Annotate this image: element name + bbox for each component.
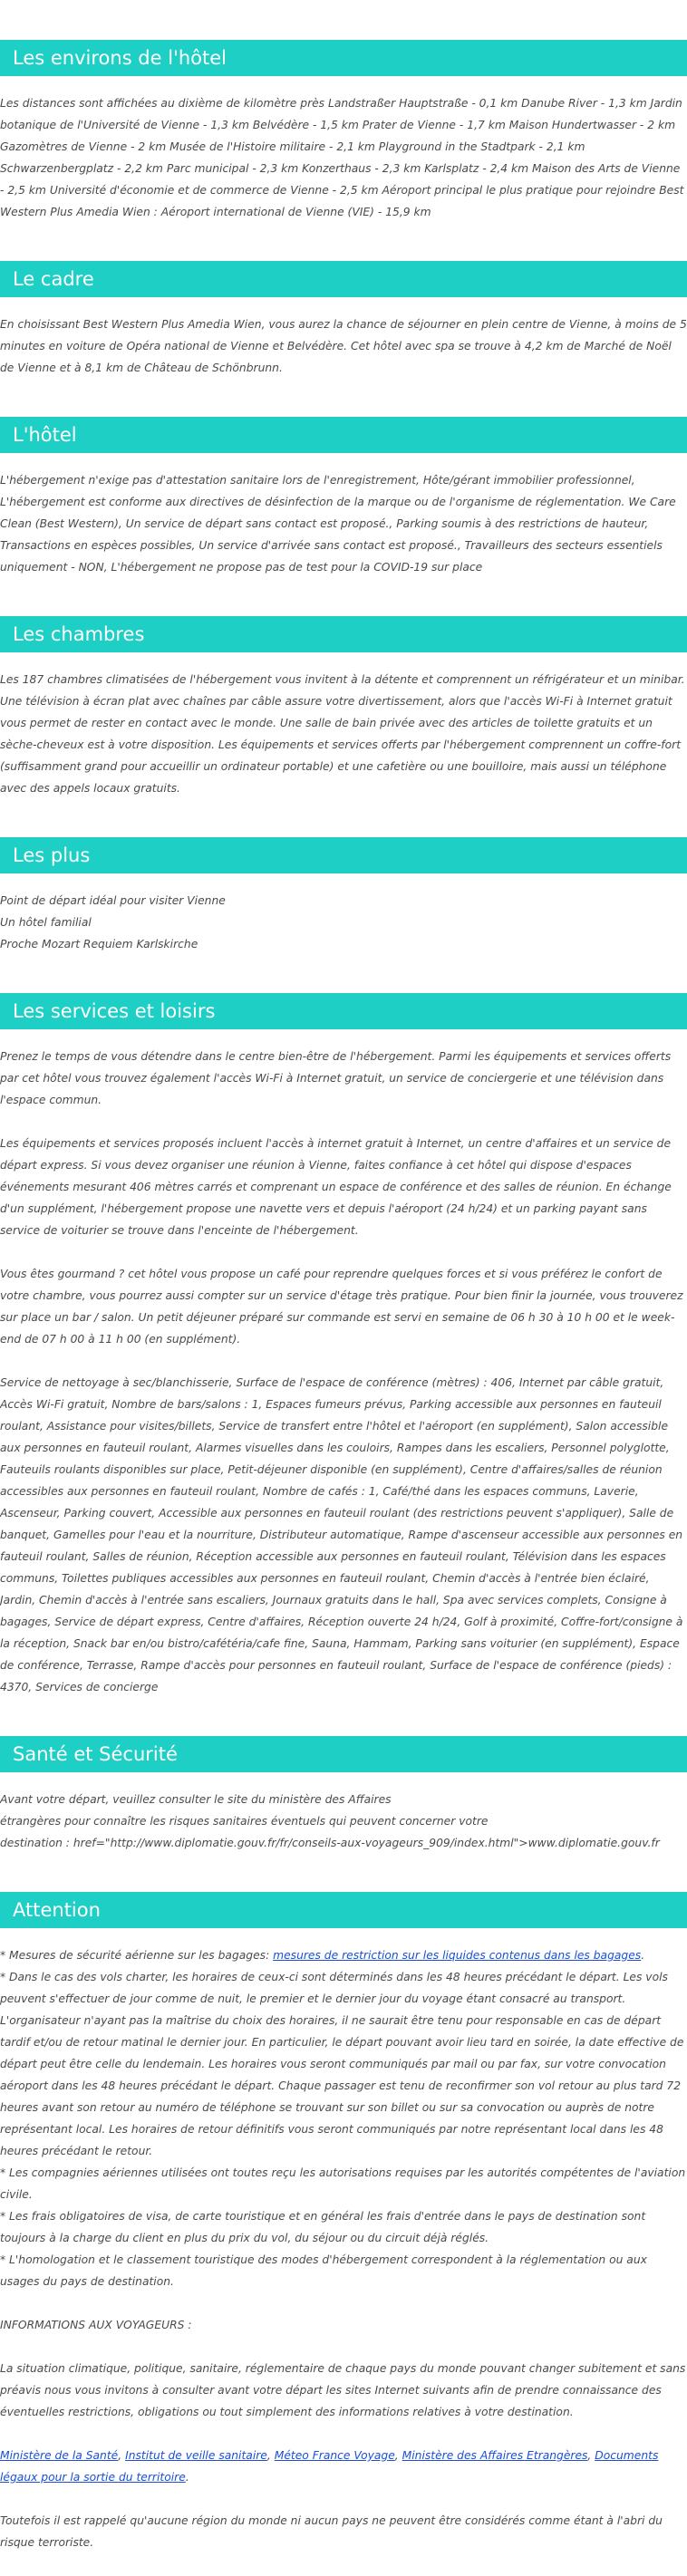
section-title-attention: Attention — [13, 1899, 101, 1921]
link-meteo-france-voyage[interactable]: Méteo France Voyage — [274, 2449, 395, 2462]
travelers-info-text: La situation climatique, politique, sanitaire, réglementaire de chaque pays du monde pouvant changer subitement et sans préavis nous vous invitons à consulter avant votre départ les sites Internet suivants afin de prendre connaissance des éventuelles restrictions, obligations ou tout simplement des informations relatives à votre destination. — [0, 2362, 686, 2418]
section-title-cadre: Le cadre — [13, 268, 94, 290]
chambres-text — [0, 669, 687, 799]
section-chambres — [0, 616, 687, 799]
sante-line: Avant votre départ, veuillez consulter le site du ministère des Affaires — [0, 1793, 392, 1806]
link-institut-veille-sanitaire[interactable]: Institut de veille sanitaire — [125, 2449, 267, 2462]
useful-links: Ministère de la Santé, Institut de veille sanitaire, Méteo France Voyage, Ministère des Affaires Etrangères, Documents légaux pour la sortie du territoire. — [0, 2449, 659, 2484]
section-header-environs — [0, 40, 687, 76]
plus-list — [0, 890, 687, 955]
chambres-paragraph: Les 187 chambres climatisées de l'hébergement vous invitent à la détente et comprennent un réfrigérateur et un minibar. Une télévision à écran plat avec chaînes par câble assure votre divertissement, alors que l'accès Wi-Fi à Internet gratuit vous permet de rester en contact avec le monde. Une salle de bain privée avec des articles de toilette gratuits et un sèche-cheveux est à votre disposition. Les équipements et services offerts par l'hébergement comprennent un coffre-fort (suffisamment grand pour accueillir un ordinateur portable) et une cafetière ou une bouilloire, mais aussi un téléphone avec des appels locaux gratuits. — [0, 673, 685, 795]
sante-line: étrangères pour connaître les risques sanitaires éventuels qui peuvent concerner votre — [0, 1815, 489, 1828]
section-sante — [0, 1736, 687, 1854]
services-paragraph: Les équipements et services proposés incluent l'accès à internet gratuit à Internet, un centre d'affaires et un service de départ express. Si vous devez organiser une réunion à Vienne, faites confiance à cet hôtel qui dispose d'espaces événements mesurant 406 mètres carrés et comprenant un espace de conférence et des salles de réunion. En échange d'un supplément, l'hébergement propose une navette vers et depuis l'aéroport (24 h/24) et un parking payant sans service de voiturier se trouve dans l'enceinte de l'hébergement. — [0, 1137, 672, 1237]
plus-item: Point de départ idéal pour visiter Vienne — [0, 894, 226, 907]
travelers-info-heading: INFORMATIONS AUX VOYAGEURS : — [0, 2319, 192, 2331]
services-text — [0, 1046, 687, 1698]
baggage-security-note: * Mesures de sécurité aérienne sur les bagages: mesures de restriction sur les liquides contenus dans les bagages. — [0, 1949, 645, 1962]
section-title-sante: Santé et Sécurité — [13, 1743, 178, 1765]
section-title-chambres: Les chambres — [13, 623, 145, 645]
environs-text — [0, 92, 687, 223]
fees-note: * Les frais obligatoires de visa, de carte touristique et en général les frais d'entrée dans le pays de destination sont toujours à la charge du client en plus du prix du vol, du séjour ou du circuit déjà réglés. — [0, 2210, 646, 2244]
attention-text — [0, 1944, 687, 2553]
section-title-environs: Les environs de l'hôtel — [13, 47, 227, 69]
plus-item: Proche Mozart Requiem Karlskirche — [0, 938, 198, 950]
section-cadre — [0, 261, 687, 379]
plus-item: Un hôtel familial — [0, 916, 92, 929]
cadre-paragraph: En choisissant Best Western Plus Amedia Wien, vous aurez la chance de séjourner en plein centre de Vienne, à moins de 5 minutes en voiture de Opéra national de Vienne et Belvédère. Cet hôtel avec spa se trouve à 4,2 km de Marché de Noël de Vienne et à 8,1 km de Château de Schönbrunn. — [0, 318, 687, 374]
hotel-text — [0, 469, 687, 578]
section-header-sante — [0, 1736, 687, 1772]
link-ministere-sante[interactable]: Ministère de la Santé — [0, 2449, 119, 2462]
section-header-cadre — [0, 261, 687, 297]
section-header-hotel — [0, 417, 687, 453]
section-header-chambres — [0, 616, 687, 652]
section-attention — [0, 1892, 687, 2553]
services-amenities-list: Service de nettoyage à sec/blanchisserie, Surface de l'espace de conférence (mètres) : 406, Internet par câble gratuit, Accès Wi-Fi gratuit, Nombre de bars/salons : 1, Espaces fumeurs prévus, Parking accessible aux personnes en fauteuil roulant, Assistance pour visites/billets, Service de transfert entre l'hôtel et l'aéroport (en supplément), Salon accessible aux personnes en fauteuil roulant, Alarmes visuelles dans les couloirs, Rampes dans les escaliers, Personnel polyglotte, Fauteuils roulants disponibles sur place, Petit-déjeuner disponible (en supplément), Centre d'affaires/salles de réunion accessibles aux personnes en fauteuil roulant, Nombre de cafés : 1, Café/thé dans les espaces communs, Laverie, Ascenseur, Parking couvert, Accessible aux personnes en fauteuil roulant (des restrictions peuvent s'appliquer), Salle de banquet, Gamelles pour l'eau et la nourriture, Distributeur automatique, Rampe d'ascenseur accessible aux personnes en fauteuil roulant, Salles de réunion, Réception accessible aux personnes en fauteuil roulant, Télévision dans les espaces communs, Toilettes publiques accessibles aux personnes en fauteuil roulant, Chemin d'accès à l'entrée bien éclairé, Jardin, Chemin d'accès à l'entrée sans escaliers, Journaux gratuits dans le hall, Spa avec services complets, Consigne à bagages, Service de départ express, Centre d'affaires, Réception ouverte 24 h/24, Golf à proximité, Coffre-fort/consigne à la réception, Snack bar en/ou bistro/cafétéria/cafe fine, Sauna, Hammam, Parking sans voiturier (en supplément), Espace de conférence, Terrasse, Rampe d'accès pour personnes en fauteuil roulant, Surface de l'espace de conférence (pieds) : 4370, Services de concierge — [0, 1376, 683, 1693]
section-hotel — [0, 417, 687, 578]
sante-line: destination : href="http://www.diplomatie.gouv.fr/fr/conseils-aux-voyageurs_909/index.html">www.diplomatie.gouv.fr — [0, 1837, 660, 1849]
homologation-note: * L'homologation et le classement touristique des modes d'hébergement correspondent à la réglementation ou aux usages du pays de destination. — [0, 2253, 647, 2288]
services-paragraph: Prenez le temps de vous détendre dans le centre bien-être de l'hébergement. Parmi les équipements et services offerts par cet hôtel vous trouvez également l'accès Wi-Fi à Internet gratuit, un service de conciergerie et une télévision dans l'espace commun. — [0, 1050, 672, 1106]
section-title-services: Les services et loisirs — [13, 1000, 216, 1022]
services-paragraph: Vous êtes gourmand ? cet hôtel vous propose un café pour reprendre quelques forces et si vous préférez le confort de votre chambre, vous pourrez aussi compter sur un service d'étage très pratique. Pour bien finir la journée, vous trouverez sur place un bar / salon. Un petit déjeuner préparé sur commande est servi en semaine de 06 h 30 à 10 h 00 et le week-end de 07 h 00 à 11 h 00 (en supplément). — [0, 1268, 683, 1346]
section-plus — [0, 837, 687, 955]
section-environs — [0, 40, 687, 223]
airlines-note: * Les compagnies aériennes utilisées ont toutes reçu les autorisations requises par les autorités compétentes de l'aviation civile. — [0, 2166, 686, 2201]
section-header-plus — [0, 837, 687, 873]
sante-text — [0, 1789, 687, 1854]
charter-flights-note: * Dans le cas des vols charter, les horaires de ceux-ci sont déterminés dans les 48 heures précédant le départ. Les vols peuvent s'effectuer de jour comme de nuit, le premier et le dernier jour du voyage étant consacré au transport. L'organisateur n'ayant pas la maîtrise du choix des horaires, il ne saurait être tenu pour responsable en cas de départ tardif et/ou de retour matinal le dernier jour. En particulier, le départ pouvant avoir lieu tard en soirée, la date effective de départ peut être celle du lendemain. Les horaires vous seront communiqués par mail ou par fax, sur votre convocation aéroport dans les 48 heures précédant le départ. Chaque passager est tenu de reconfirmer son vol retour au plus tard 72 heures avant son retour au numéro de téléphone se trouvant sur son billet ou sur sa convocation ou auprès de notre représentant local. Les horaires de retour définitifs vous seront communiqués par notre représentant local dans les 48 heures précédant le retour. — [0, 1971, 684, 2157]
liquids-restriction-link[interactable]: mesures de restriction sur les liquides contenus dans les bagages — [273, 1949, 642, 1962]
environs-paragraph: Les distances sont affichées au dixième de kilomètre près Landstraßer Hauptstraße - 0,1 km Danube River - 1,3 km Jardin botanique de l'Université de Vienne - 1,3 km Belvédère - 1,5 km Prater de Vienne - 1,7 km Maison Hundertwasser - 2 km Gazomètres de Vienne - 2 km Musée de l'Histoire militaire - 2,1 km Playground in the Stadtpark - 2,1 km Schwarzenbergplatz - 2,2 km Parc municipal - 2,3 km Konzerthaus - 2,3 km Karlsplatz - 2,4 km Maison des Arts de Vienne - 2,5 km Université d'économie et de commerce de Vienne - 2,5 km Aéroport principal le plus pratique pour rejoindre Best Western Plus Amedia Wien : Aéroport international de Vienne (VIE) - 15,9 km — [0, 97, 684, 218]
section-title-hotel: L'hôtel — [13, 424, 77, 446]
hotel-paragraph: L'hébergement n'exige pas d'attestation sanitaire lors de l'enregistrement, Hôte/gérant immobilier professionnel, L'hébergement est conforme aux directives de désinfection de la marque ou de l'organisme de réglementation. We Care Clean (Best Western), Un service de départ sans contact est proposé., Parking soumis à des restrictions de hauteur, Transactions en espèces possibles, Un service d'arrivée sans contact est proposé., Travailleurs des secteurs essentiels uniquement - NON, L'hébergement ne propose pas de test pour la COVID-19 sur place — [0, 474, 676, 574]
link-affaires-etrangeres[interactable]: Ministère des Affaires Etrangères — [402, 2449, 588, 2462]
cadre-text — [0, 314, 687, 379]
section-header-attention — [0, 1892, 687, 1928]
link-documents-legaux[interactable]: Documents légaux pour la sortie du territoire — [0, 2449, 659, 2484]
section-title-plus: Les plus — [13, 844, 91, 866]
hotel-details-page — [0, 40, 687, 2553]
terrorism-risk-note: Toutefois il est rappelé qu'aucune région du monde ni aucun pays ne peuvent être considérés comme étant à l'abri du risque terroriste. — [0, 2514, 663, 2549]
section-services — [0, 993, 687, 1698]
section-header-services — [0, 993, 687, 1029]
